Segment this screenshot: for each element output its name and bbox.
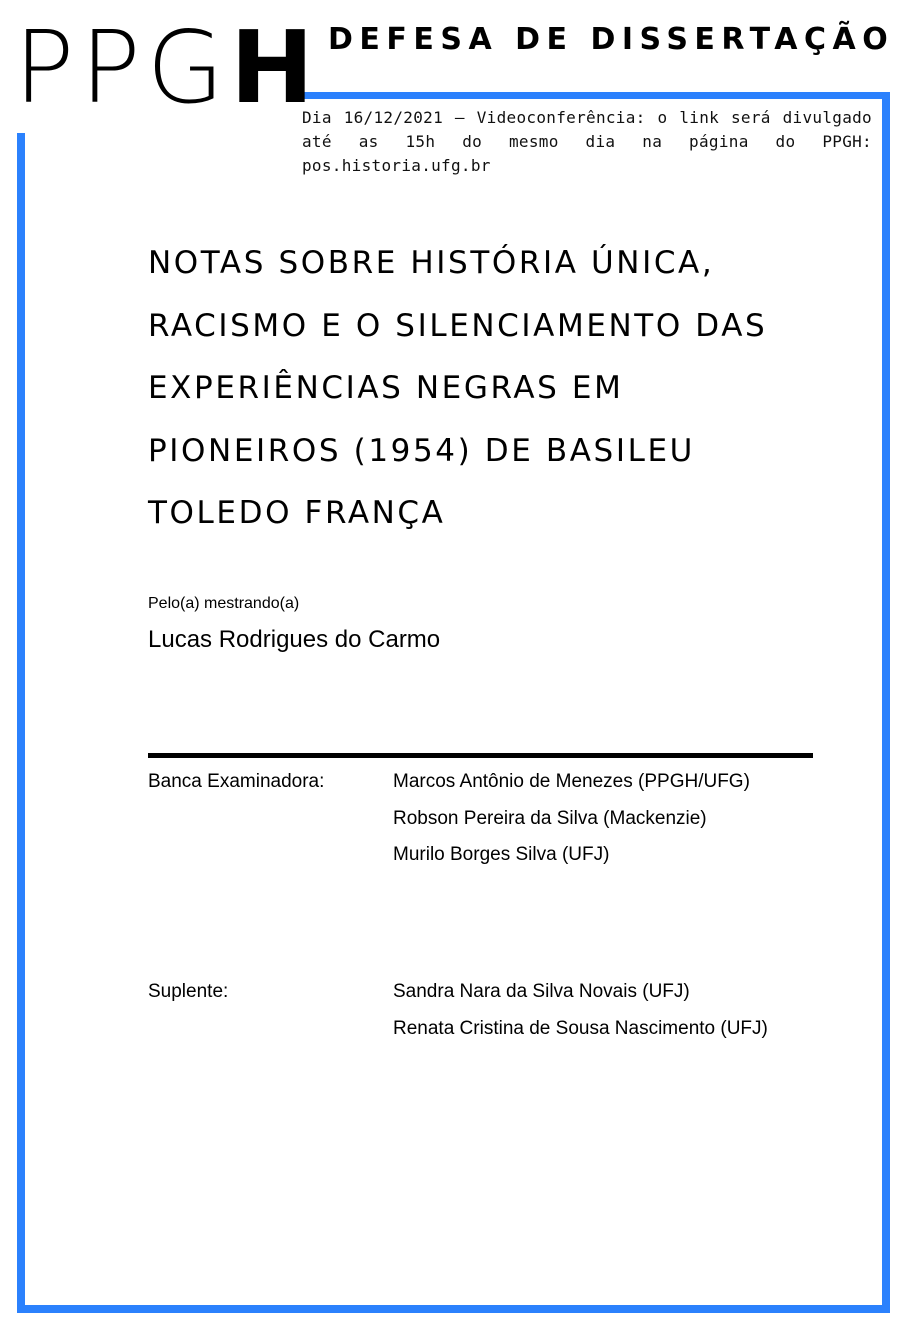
section-divider (148, 753, 813, 758)
committee-list (393, 764, 750, 874)
logo-suffix: H (230, 9, 320, 126)
thesis-title-line: PIONEIROS (1954) DE BASILEU (148, 432, 695, 469)
frame-bottom-border (17, 1305, 890, 1313)
thesis-title (148, 232, 848, 545)
substitutes-list (393, 974, 768, 1047)
student-name: Lucas Rodrigues do Carmo (148, 626, 441, 653)
committee-label: Banca Examinadora: (148, 771, 325, 792)
logo-prefix: PPG (14, 9, 231, 126)
frame-right-border (882, 92, 890, 1313)
substitute-member: Renata Cristina de Sousa Nascimento (UFJ) (393, 1017, 768, 1039)
notice-line: Dia 16/12/2021 – Videoconferência: o link será divulgado (302, 108, 872, 127)
page-title: DEFESA DE DISSERTAÇÃO (328, 22, 895, 57)
substitute-member: Sandra Nara da Silva Novais (UFJ) (393, 981, 690, 1002)
notice-link[interactable]: pos.historia.ufg.br (302, 156, 491, 175)
committee-member: Robson Pereira da Silva (Mackenzie) (393, 807, 707, 829)
thesis-title-line: EXPERIÊNCIAS NEGRAS EM (148, 370, 624, 406)
thesis-title-line: RACISMO E O SILENCIAMENTO DAS (148, 307, 768, 344)
substitutes-label: Suplente: (148, 981, 229, 1002)
thesis-title-line: NOTAS SOBRE HISTÓRIA ÚNICA, (148, 245, 715, 281)
student-label: Pelo(a) mestrando(a) (148, 595, 300, 612)
ppgh-logo (14, 9, 320, 126)
committee-member: Marcos Antônio de Menezes (PPGH/UFG) (393, 771, 750, 792)
frame-left-border (17, 133, 25, 1313)
thesis-title-line: TOLEDO FRANÇA (148, 495, 446, 531)
notice-line: até as 15h do mesmo dia na página do PPGH: (302, 132, 872, 151)
event-notice (302, 106, 872, 178)
frame-top-border (302, 92, 890, 99)
committee-member: Murilo Borges Silva (UFJ) (393, 844, 610, 865)
